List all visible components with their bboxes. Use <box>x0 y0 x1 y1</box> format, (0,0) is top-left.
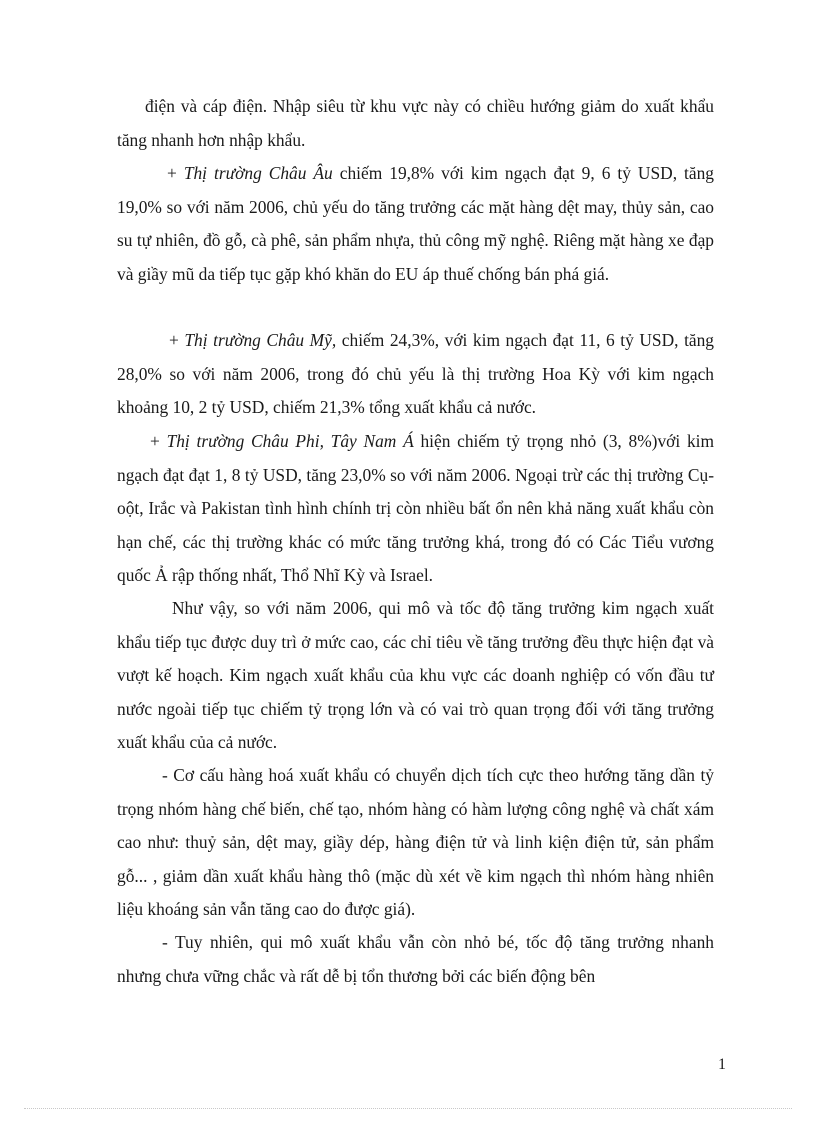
paragraph-structure-text: - Cơ cấu hàng hoá xuất khẩu có chuyển dịch tích cực theo hướng tăng dần tỷ trọng nhóm hàng chế biến, chế tạo, nhóm hàng có hàm lượng công nghệ và chất xám cao như: thuỷ sản, dệt may, giầy dép, hàng điện tử và linh kiện điện tử, sản phẩm gỗ... , giảm dần xuất khẩu hàng thô (mặc dù xét về kim ngạch thì nhóm hàng nhiên liệu khoáng sản vẫn tăng cao do được giá). <box>117 765 714 919</box>
paragraph-however-text: - Tuy nhiên, qui mô xuất khẩu vẫn còn nhỏ bé, tốc độ tăng trưởng nhanh nhưng chưa vững chắc và rất dễ bị tổn thương bởi các biến động bên <box>117 932 714 986</box>
paragraph-summary <box>117 592 714 760</box>
paragraph-structure <box>117 759 714 927</box>
paragraph-africa-text: hiện chiếm tỷ trọng nhỏ (3, 8%)với kim ngạch đạt đạt 1, 8 tỷ USD, tăng 23,0% so với năm 2006. Ngoại trừ các thị trường Cụ-oột, Irắc và Pakistan tình hình chính trị còn nhiều bất ổn nên khả năng xuất khẩu còn hạn chế, các thị trường khác có mức tăng trưởng khá, trong đó có Các Tiểu vương quốc Ả rập thống nhất, Thổ Nhĩ Kỳ và Israel. <box>117 431 714 585</box>
paragraph-europe-heading: Thị trường Châu Âu <box>183 163 333 183</box>
paragraph-1 <box>117 90 714 157</box>
paragraph-africa <box>117 425 714 593</box>
paragraph-summary-text: Như vậy, so với năm 2006, qui mô và tốc độ tăng trưởng kim ngạch xuất khẩu tiếp tục được duy trì ở mức cao, các chỉ tiêu về tăng trưởng đều thực hiện đạt và vượt kế hoạch. Kim ngạch xuất khẩu của khu vực các doanh nghiệp có vốn đầu tư nước ngoài tiếp tục chiếm tỷ trọng lớn và có vai trò quan trọng đối với tăng trưởng xuất khẩu của cả nước. <box>117 598 714 752</box>
paragraph-1-text: điện và cáp điện. Nhập siêu từ khu vực này có chiều hướng giảm do xuất khẩu tăng nhanh hơn nhập khẩu. <box>117 96 714 150</box>
paragraph-however <box>117 926 714 993</box>
paragraph-america-lead: + <box>169 330 185 350</box>
footer-divider <box>24 1108 792 1109</box>
paragraph-europe <box>117 157 714 291</box>
page-number: 1 <box>718 1056 726 1073</box>
paragraph-africa-heading: Thị trường Châu Phi, Tây Nam Á <box>166 431 414 451</box>
paragraph-europe-text: chiếm 19,8% với kim ngạch đạt 9, 6 tỷ USD, tăng 19,0% so với năm 2006, chủ yếu do tăng trưởng các mặt hàng dệt may, thủy sản, cao su tự nhiên, đồ gỗ, cà phê, sản phẩm nhựa, thủ công mỹ nghệ. Riêng mặt hàng xe đạp và giầy mũ da tiếp tục gặp khó khăn do EU áp thuế chống bán phá giá. <box>117 163 714 284</box>
paragraph-america-text: chiếm 24,3%, với kim ngạch đạt 11, 6 tỷ USD, tăng 28,0% so với năm 2006, trong đó chủ yếu là thị trường Hoa Kỳ với kim ngạch khoảng 10, 2 tỷ USD, chiếm 21,3% tổng xuất khẩu cả nước. <box>117 330 715 417</box>
paragraph-europe-lead: + <box>167 163 184 183</box>
paragraph-africa-lead: + <box>150 431 167 451</box>
paragraph-america-heading: Thị trường Châu Mỹ, <box>184 330 337 350</box>
paragraph-america <box>117 324 714 425</box>
